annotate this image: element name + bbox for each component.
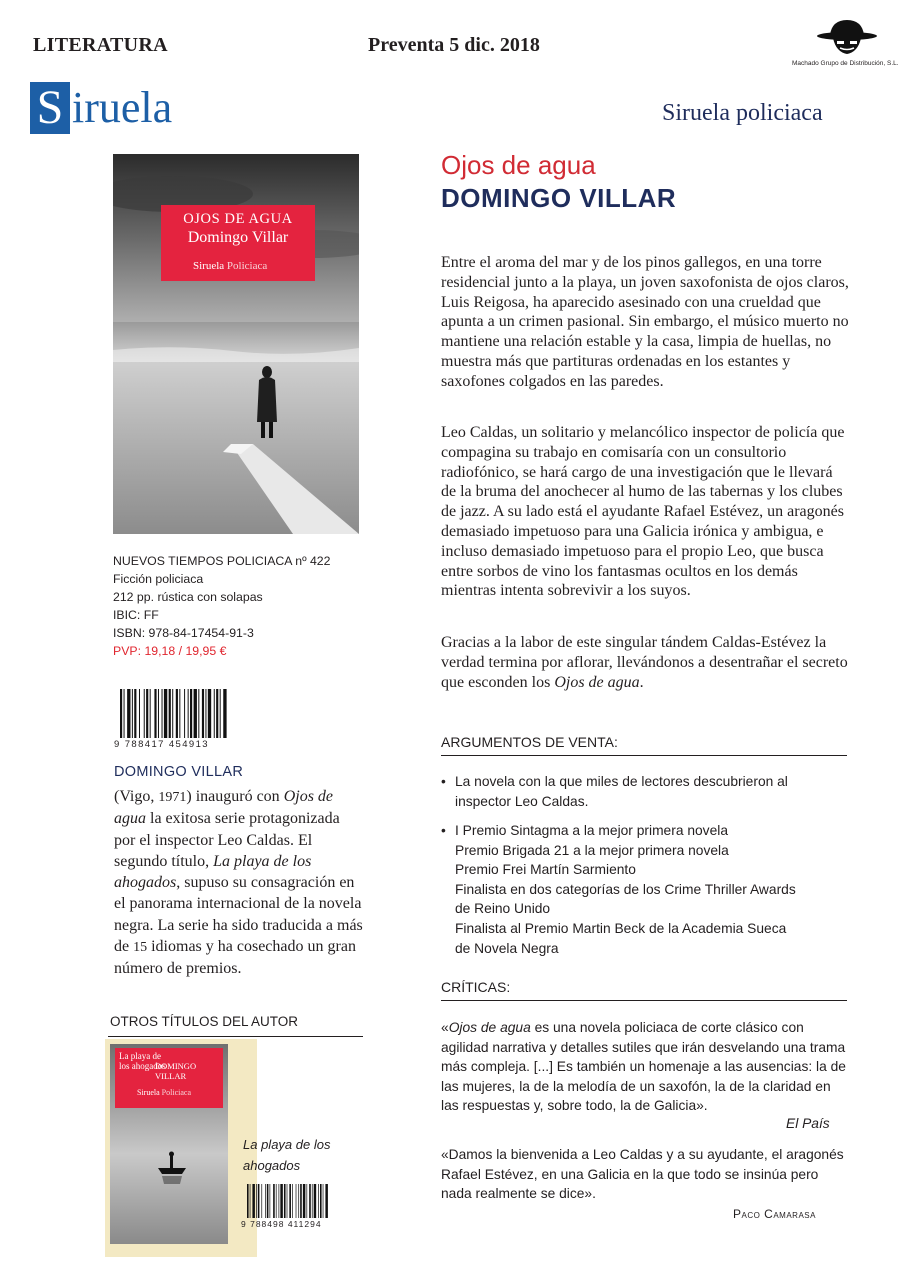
selling-point bbox=[441, 821, 847, 961]
divider bbox=[441, 755, 847, 756]
other-cover-title-line: La playa de bbox=[119, 1051, 161, 1061]
barcode-bar bbox=[325, 1184, 328, 1218]
award-line: de Novela Negra bbox=[455, 940, 559, 956]
barcode-bar bbox=[296, 1184, 297, 1218]
other-cover-author: DOMINGO VILLAR bbox=[155, 1061, 197, 1081]
synopsis-text: . bbox=[639, 673, 644, 691]
barcode-bar bbox=[298, 1184, 299, 1218]
award-line: Finalista al Premio Martin Beck de la Academia Sueca bbox=[455, 921, 787, 936]
barcode-bar bbox=[280, 1184, 283, 1218]
barcode-bar bbox=[265, 1184, 266, 1218]
siruela-logo-text: iruela bbox=[72, 83, 173, 132]
cover-title: OJOS DE AGUA bbox=[183, 211, 293, 227]
award-line: Premio Brigada 21 a la mejor primera novela bbox=[455, 842, 729, 858]
other-cover-title-line: los ahogados bbox=[119, 1061, 166, 1071]
bullet-icon: • bbox=[441, 774, 446, 789]
format-info: 212 pp. rústica con solapas bbox=[113, 590, 263, 604]
barcode-bar bbox=[214, 689, 215, 738]
bio-part: la exitosa serie protagonizada por el inspector Leo Caldas. El segundo título, bbox=[114, 810, 340, 870]
barcode-bar bbox=[190, 689, 192, 738]
barcode-bar bbox=[284, 1184, 286, 1218]
award-line: I Premio Sintagma a la mejor primera novela bbox=[455, 823, 728, 838]
price-info: PVP: 19,18 / 19,95 € bbox=[113, 644, 227, 658]
barcode-bar bbox=[162, 689, 163, 738]
synopsis-paragraph bbox=[441, 633, 851, 692]
cover-imprint-siruela: Siruela bbox=[193, 260, 225, 272]
barcode-bar bbox=[120, 689, 122, 738]
barcode-bar bbox=[252, 1184, 255, 1218]
barcode-bar bbox=[279, 1184, 280, 1218]
section-label: LITERATURA bbox=[33, 34, 168, 56]
barcode-number: 9 788417 454913 bbox=[114, 739, 209, 750]
review-title: Ojos de agua bbox=[448, 1020, 531, 1035]
review-source: El País bbox=[786, 1116, 830, 1131]
barcode-bar bbox=[261, 1184, 262, 1218]
barcode-bar bbox=[134, 689, 136, 738]
award-line: Premio Frei Martín Sarmiento bbox=[455, 862, 636, 878]
barcode-bar bbox=[303, 1184, 306, 1218]
barcode-bar bbox=[179, 689, 180, 738]
isbn-info: ISBN: 978-84-17454-91-3 bbox=[113, 626, 254, 640]
other-cover-label bbox=[115, 1048, 223, 1108]
barcode-bar bbox=[292, 1184, 293, 1218]
collection-title: Siruela policiaca bbox=[662, 100, 823, 126]
bio-year: 1971 bbox=[158, 790, 187, 805]
barcode-bar bbox=[276, 1184, 277, 1218]
barcode-bar bbox=[164, 689, 167, 738]
other-cover-imprint-siruela: Siruela bbox=[137, 1088, 160, 1097]
barcode-bar bbox=[144, 689, 145, 738]
bio-part: (Vigo, bbox=[114, 788, 159, 805]
barcode-bar bbox=[258, 1184, 260, 1218]
author-heading: DOMINGO VILLAR bbox=[114, 764, 244, 780]
review-quote bbox=[441, 1018, 851, 1116]
other-title-caption[interactable] bbox=[243, 1134, 330, 1176]
other-cover-imprint-policiaca: Policiaca bbox=[161, 1088, 191, 1097]
bio-part: ) inauguró con bbox=[186, 788, 284, 805]
bio-title: Ojos de agua bbox=[114, 788, 334, 828]
barcode-bar bbox=[312, 1184, 313, 1218]
review-quote: «Damos la bienvenida a Leo Caldas y a su ayudante, el aragonés Rafael Estévez, en una Galicia en la que todo se insinúa pero nada realmente se dice». bbox=[441, 1147, 844, 1202]
barcode-bar bbox=[154, 689, 156, 738]
reviews-heading: CRÍTICAS: bbox=[441, 979, 511, 995]
barcode-bar bbox=[169, 689, 171, 738]
review-text: es una novela policiaca de corte clásico con agilidad narrativa y detalles sutiles que irán desvelando una trama más compleja. [...] Es también un homenaje a las ausencias: la de las mujeres, la de la melodía de un saxofón, la de la claridad en las respuestas y, sobre todo, la de Galicia». bbox=[441, 1020, 846, 1114]
barcode-bar bbox=[247, 1184, 249, 1218]
author-bio bbox=[114, 786, 364, 980]
bio-number: 15 bbox=[133, 940, 148, 956]
barcode-bar bbox=[318, 1184, 319, 1218]
barcode-bar bbox=[188, 689, 189, 738]
barcode-bar bbox=[300, 1184, 302, 1218]
divider bbox=[441, 1000, 847, 1001]
barcode-bar bbox=[223, 689, 226, 738]
barcode-bar bbox=[124, 689, 125, 738]
review-source: Paco Camarasa bbox=[733, 1207, 816, 1221]
barcode-bar bbox=[198, 689, 199, 738]
barcode-icon bbox=[247, 1184, 329, 1218]
barcode-icon bbox=[120, 689, 228, 738]
barcode-bar bbox=[287, 1184, 288, 1218]
selling-points-heading: ARGUMENTOS DE VENTA: bbox=[441, 734, 618, 750]
award-line: Finalista en dos categorías de los Crime Thriller Awards bbox=[455, 881, 796, 897]
bullet-icon: • bbox=[441, 823, 446, 838]
bio-title: La playa de los ahogados bbox=[114, 852, 312, 892]
barcode-bar bbox=[270, 1184, 271, 1218]
barcode-bar bbox=[309, 1184, 311, 1218]
distributor-name: Machado Grupo de Distribución, S.L. bbox=[792, 60, 899, 67]
book-cover[interactable] bbox=[113, 154, 359, 534]
genre-info: Ficción policiaca bbox=[113, 572, 204, 586]
cover-imprint bbox=[193, 260, 267, 272]
other-title-caption-line: La playa de los bbox=[243, 1137, 331, 1152]
barcode-number: 9 788498 411294 bbox=[241, 1219, 322, 1229]
synopsis-paragraph: Leo Caldas, un solitario y melancólico inspector de policía que compagina su trabajo en comisaría con un consultorio radiofónico, se hará cargo de una investigación que le llevará de la bruma del anochecer al humo de las tabernas y los clubes de jazz. A su lado está el ayudante Rafael Estévez, un aragonés demasiado impetuoso para una Galicia irónica y ambigua, e incluso demasiado impetuoso para el propio Leo, que busca entre sorbos de vino los fantasmas ocultos en los demás mientras intenta sobrevivir a los suyos. bbox=[441, 424, 845, 600]
other-title-cover[interactable] bbox=[110, 1044, 228, 1244]
divider bbox=[108, 1036, 363, 1037]
barcode-bar bbox=[267, 1184, 269, 1218]
other-titles-heading: OTROS TÍTULOS DEL AUTOR bbox=[110, 1014, 299, 1029]
barcode-bar bbox=[306, 1184, 307, 1218]
bio-part: idiomas y ha cosechado un gran número de premios. bbox=[114, 938, 356, 978]
other-title-caption-line: ahogados bbox=[243, 1158, 301, 1173]
barcode-bar bbox=[323, 1184, 324, 1218]
barcode-bar bbox=[216, 689, 218, 738]
barcode-bar bbox=[205, 689, 206, 738]
book-title: Ojos de agua bbox=[441, 150, 596, 180]
synopsis-title: Ojos de agua bbox=[554, 673, 640, 691]
barcode-bar bbox=[176, 689, 178, 738]
barcode-bar bbox=[320, 1184, 322, 1218]
barcode-bar bbox=[132, 689, 133, 738]
barcode-bar bbox=[127, 689, 130, 738]
barcode-bar bbox=[256, 1184, 257, 1218]
synopsis-text: Gracias a la labor de este singular tándem Caldas-Estévez la verdad termina por aflorar, llevándonos a desentrañar el secreto que esconden los bbox=[441, 634, 848, 691]
barcode-bar bbox=[158, 689, 159, 738]
barcode-bar bbox=[146, 689, 148, 738]
barcode-bar bbox=[220, 689, 221, 738]
quote-mark: « bbox=[441, 1020, 449, 1035]
other-cover-imprint bbox=[137, 1088, 191, 1097]
barcode-bar bbox=[250, 1184, 251, 1218]
barcode-bar bbox=[194, 689, 197, 738]
series-info: NUEVOS TIEMPOS POLICIACA nº 422 bbox=[113, 554, 331, 568]
barcode-bar bbox=[139, 689, 140, 738]
book-author: DOMINGO VILLAR bbox=[441, 183, 677, 213]
siruela-logo-initial: S bbox=[30, 82, 70, 134]
barcode-bar bbox=[150, 689, 151, 738]
selling-point-line: inspector Leo Caldas. bbox=[455, 793, 589, 809]
ibic-info: IBIC: FF bbox=[113, 608, 159, 622]
presale-date: Preventa 5 dic. 2018 bbox=[368, 34, 540, 56]
selling-point-line: La novela con la que miles de lectores descubrieron al bbox=[455, 774, 788, 789]
synopsis-paragraph: Entre el aroma del mar y de los pinos gallegos, en una torre residencial junto a la playa, un joven saxofonista de ojos claros, Luis Reigosa, ha aparecido asesinado con una crueldad que apunta a un crimen pasional. Sin embargo, el músico muerto no mantiene una relación estable y la casa, limpia de huellas, no muestra más que partituras ordenadas en los estantes y saxofones colgados en las paredes. bbox=[441, 254, 849, 390]
barcode-bar bbox=[289, 1184, 291, 1218]
barcode-bar bbox=[202, 689, 204, 738]
bio-part: , supuso su consagración en el panorama internacional de la novela negra. La serie ha sido traducida a más de bbox=[114, 874, 363, 956]
barcode-bar bbox=[172, 689, 173, 738]
cover-author: Domingo Villar bbox=[187, 229, 289, 246]
cover-imprint-policiaca: Policiaca bbox=[226, 260, 268, 272]
award-line: de Reino Unido bbox=[455, 901, 551, 917]
barcode-bar bbox=[314, 1184, 317, 1218]
barcode-bar bbox=[273, 1184, 275, 1218]
barcode-bar bbox=[208, 689, 211, 738]
cover-title-label bbox=[161, 205, 315, 281]
selling-point bbox=[441, 772, 847, 812]
barcode-bar bbox=[184, 689, 185, 738]
